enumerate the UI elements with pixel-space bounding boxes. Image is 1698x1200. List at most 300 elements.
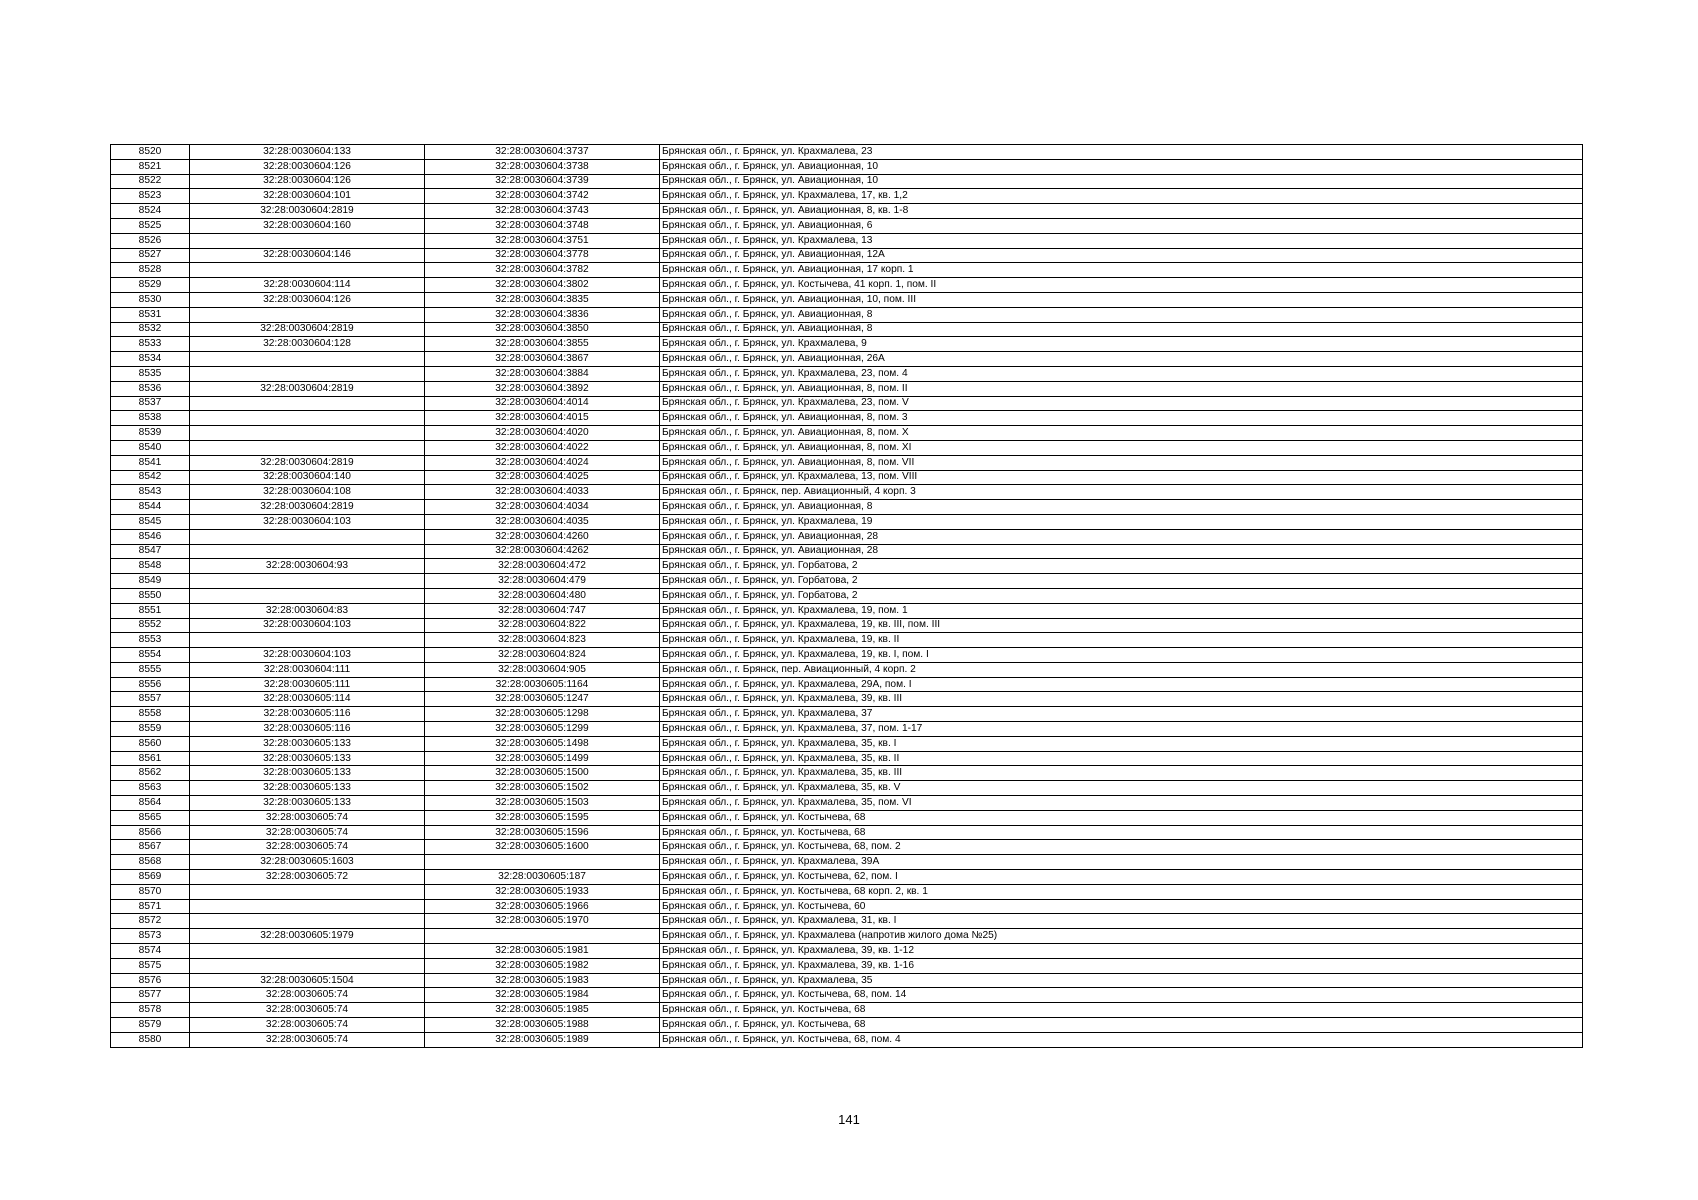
- parent-cadastral-number-cell: 32:28:0030604:128: [190, 337, 425, 352]
- row-number-cell: 8555: [111, 662, 190, 677]
- row-number-cell: 8537: [111, 396, 190, 411]
- table-row: [111, 426, 1583, 441]
- object-cadastral-number-cell: 32:28:0030604:4014: [425, 396, 660, 411]
- address-cell: Брянская обл., г. Брянск, ул. Крахмалева, 19, кв. I, пом. I: [660, 648, 1583, 663]
- row-number-cell: 8564: [111, 796, 190, 811]
- parent-cadastral-number-cell: [190, 588, 425, 603]
- row-number-cell: 8549: [111, 574, 190, 589]
- address-cell: Брянская обл., г. Брянск, ул. Авиационная, 8, пом. X: [660, 426, 1583, 441]
- parent-cadastral-number-cell: 32:28:0030605:111: [190, 677, 425, 692]
- table-row: [111, 174, 1583, 189]
- address-cell: Брянская обл., г. Брянск, ул. Крахмалева (напротив жилого дома №25): [660, 929, 1583, 944]
- table-row: [111, 825, 1583, 840]
- row-number-cell: 8558: [111, 707, 190, 722]
- address-cell: Брянская обл., г. Брянск, ул. Крахмалева, 31, кв. I: [660, 914, 1583, 929]
- object-cadastral-number-cell: 32:28:0030605:1989: [425, 1032, 660, 1047]
- table-row: [111, 189, 1583, 204]
- address-cell: Брянская обл., г. Брянск, ул. Авиационная, 8: [660, 307, 1583, 322]
- parent-cadastral-number-cell: 32:28:0030605:133: [190, 796, 425, 811]
- object-cadastral-number-cell: 32:28:0030605:1600: [425, 840, 660, 855]
- object-cadastral-number-cell: 32:28:0030605:1985: [425, 1003, 660, 1018]
- row-number-cell: 8570: [111, 884, 190, 899]
- parent-cadastral-number-cell: 32:28:0030605:133: [190, 781, 425, 796]
- address-cell: Брянская обл., г. Брянск, ул. Авиационная, 17 корп. 1: [660, 263, 1583, 278]
- address-cell: Брянская обл., г. Брянск, ул. Авиационная, 10: [660, 174, 1583, 189]
- address-cell: Брянская обл., г. Брянск, ул. Крахмалева, 9: [660, 337, 1583, 352]
- parent-cadastral-number-cell: [190, 307, 425, 322]
- row-number-cell: 8536: [111, 381, 190, 396]
- table-row: [111, 899, 1583, 914]
- row-number-cell: 8527: [111, 248, 190, 263]
- parent-cadastral-number-cell: [190, 529, 425, 544]
- address-cell: Брянская обл., г. Брянск, ул. Авиационная, 28: [660, 544, 1583, 559]
- object-cadastral-number-cell: [425, 855, 660, 870]
- object-cadastral-number-cell: 32:28:0030604:479: [425, 574, 660, 589]
- object-cadastral-number-cell: 32:28:0030605:1596: [425, 825, 660, 840]
- parent-cadastral-number-cell: 32:28:0030605:1979: [190, 929, 425, 944]
- table-row: [111, 278, 1583, 293]
- address-cell: Брянская обл., г. Брянск, ул. Авиационная, 10, пом. III: [660, 292, 1583, 307]
- table-row: [111, 618, 1583, 633]
- row-number-cell: 8547: [111, 544, 190, 559]
- table-row: [111, 870, 1583, 885]
- parent-cadastral-number-cell: 32:28:0030604:140: [190, 470, 425, 485]
- parent-cadastral-number-cell: 32:28:0030605:116: [190, 722, 425, 737]
- object-cadastral-number-cell: 32:28:0030604:3836: [425, 307, 660, 322]
- object-cadastral-number-cell: 32:28:0030605:1499: [425, 751, 660, 766]
- address-cell: Брянская обл., г. Брянск, ул. Авиационная, 8: [660, 500, 1583, 515]
- table-row: [111, 218, 1583, 233]
- object-cadastral-number-cell: 32:28:0030605:1503: [425, 796, 660, 811]
- object-cadastral-number-cell: 32:28:0030605:1982: [425, 958, 660, 973]
- row-number-cell: 8577: [111, 988, 190, 1003]
- row-number-cell: 8572: [111, 914, 190, 929]
- address-cell: Брянская обл., г. Брянск, ул. Авиационная, 12А: [660, 248, 1583, 263]
- parent-cadastral-number-cell: 32:28:0030604:126: [190, 292, 425, 307]
- object-cadastral-number-cell: 32:28:0030604:3782: [425, 263, 660, 278]
- address-cell: Брянская обл., г. Брянск, ул. Авиационная, 8, кв. 1-8: [660, 204, 1583, 219]
- parent-cadastral-number-cell: 32:28:0030605:74: [190, 988, 425, 1003]
- object-cadastral-number-cell: 32:28:0030605:1502: [425, 781, 660, 796]
- object-cadastral-number-cell: 32:28:0030604:3738: [425, 159, 660, 174]
- row-number-cell: 8578: [111, 1003, 190, 1018]
- address-cell: Брянская обл., г. Брянск, ул. Авиационная, 26А: [660, 352, 1583, 367]
- parent-cadastral-number-cell: [190, 366, 425, 381]
- address-cell: Брянская обл., г. Брянск, ул. Крахмалева, 23, пом. V: [660, 396, 1583, 411]
- parent-cadastral-number-cell: [190, 914, 425, 929]
- cadastral-register-table: [110, 144, 1583, 1048]
- object-cadastral-number-cell: 32:28:0030604:4020: [425, 426, 660, 441]
- parent-cadastral-number-cell: 32:28:0030605:74: [190, 810, 425, 825]
- row-number-cell: 8568: [111, 855, 190, 870]
- table-row: [111, 470, 1583, 485]
- object-cadastral-number-cell: 32:28:0030604:4022: [425, 440, 660, 455]
- parent-cadastral-number-cell: 32:28:0030604:108: [190, 485, 425, 500]
- object-cadastral-number-cell: 32:28:0030604:823: [425, 633, 660, 648]
- row-number-cell: 8557: [111, 692, 190, 707]
- table-row: [111, 514, 1583, 529]
- address-cell: Брянская обл., г. Брянск, ул. Крахмалева, 39, кв. 1-12: [660, 944, 1583, 959]
- object-cadastral-number-cell: [425, 929, 660, 944]
- row-number-cell: 8535: [111, 366, 190, 381]
- parent-cadastral-number-cell: [190, 426, 425, 441]
- row-number-cell: 8531: [111, 307, 190, 322]
- row-number-cell: 8532: [111, 322, 190, 337]
- parent-cadastral-number-cell: 32:28:0030604:2819: [190, 322, 425, 337]
- address-cell: Брянская обл., г. Брянск, ул. Авиационная, 8, пом. 3: [660, 411, 1583, 426]
- address-cell: Брянская обл., г. Брянск, ул. Костычева, 68: [660, 825, 1583, 840]
- address-cell: Брянская обл., г. Брянск, ул. Авиационная, 8: [660, 322, 1583, 337]
- object-cadastral-number-cell: 32:28:0030604:3751: [425, 233, 660, 248]
- row-number-cell: 8521: [111, 159, 190, 174]
- row-number-cell: 8538: [111, 411, 190, 426]
- parent-cadastral-number-cell: 32:28:0030604:111: [190, 662, 425, 677]
- parent-cadastral-number-cell: 32:28:0030604:101: [190, 189, 425, 204]
- address-cell: Брянская обл., г. Брянск, ул. Костычева, 62, пом. I: [660, 870, 1583, 885]
- parent-cadastral-number-cell: 32:28:0030604:103: [190, 514, 425, 529]
- row-number-cell: 8552: [111, 618, 190, 633]
- table-row: [111, 248, 1583, 263]
- object-cadastral-number-cell: 32:28:0030604:824: [425, 648, 660, 663]
- table-row: [111, 973, 1583, 988]
- row-number-cell: 8528: [111, 263, 190, 278]
- table-row: [111, 544, 1583, 559]
- parent-cadastral-number-cell: [190, 263, 425, 278]
- address-cell: Брянская обл., г. Брянск, ул. Авиационная, 8, пом. VII: [660, 455, 1583, 470]
- row-number-cell: 8574: [111, 944, 190, 959]
- address-cell: Брянская обл., г. Брянск, ул. Крахмалева, 35, пом. VI: [660, 796, 1583, 811]
- address-cell: Брянская обл., г. Брянск, ул. Крахмалева, 23, пом. 4: [660, 366, 1583, 381]
- row-number-cell: 8545: [111, 514, 190, 529]
- object-cadastral-number-cell: 32:28:0030604:4035: [425, 514, 660, 529]
- row-number-cell: 8541: [111, 455, 190, 470]
- object-cadastral-number-cell: 32:28:0030604:4024: [425, 455, 660, 470]
- address-cell: Брянская обл., г. Брянск, ул. Костычева, 68, пом. 4: [660, 1032, 1583, 1047]
- row-number-cell: 8559: [111, 722, 190, 737]
- parent-cadastral-number-cell: 32:28:0030605:114: [190, 692, 425, 707]
- parent-cadastral-number-cell: [190, 352, 425, 367]
- object-cadastral-number-cell: 32:28:0030604:4033: [425, 485, 660, 500]
- address-cell: Брянская обл., г. Брянск, ул. Авиационная, 8, пом. II: [660, 381, 1583, 396]
- address-cell: Брянская обл., г. Брянск, ул. Крахмалева, 39А: [660, 855, 1583, 870]
- object-cadastral-number-cell: 32:28:0030604:905: [425, 662, 660, 677]
- object-cadastral-number-cell: 32:28:0030605:1298: [425, 707, 660, 722]
- parent-cadastral-number-cell: [190, 633, 425, 648]
- table-row: [111, 1003, 1583, 1018]
- address-cell: Брянская обл., г. Брянск, ул. Крахмалева, 17, кв. 1,2: [660, 189, 1583, 204]
- table-row: [111, 722, 1583, 737]
- row-number-cell: 8553: [111, 633, 190, 648]
- object-cadastral-number-cell: 32:28:0030605:1500: [425, 766, 660, 781]
- table-row: [111, 500, 1583, 515]
- parent-cadastral-number-cell: 32:28:0030605:1603: [190, 855, 425, 870]
- parent-cadastral-number-cell: 32:28:0030604:160: [190, 218, 425, 233]
- row-number-cell: 8571: [111, 899, 190, 914]
- row-number-cell: 8554: [111, 648, 190, 663]
- table-row: [111, 648, 1583, 663]
- address-cell: Брянская обл., г. Брянск, пер. Авиационный, 4 корп. 3: [660, 485, 1583, 500]
- address-cell: Брянская обл., г. Брянск, ул. Костычева, 68: [660, 1018, 1583, 1033]
- address-cell: Брянская обл., г. Брянск, ул. Крахмалева, 19, кв. II: [660, 633, 1583, 648]
- table-row: [111, 988, 1583, 1003]
- table-row: [111, 692, 1583, 707]
- parent-cadastral-number-cell: 32:28:0030605:74: [190, 1003, 425, 1018]
- row-number-cell: 8525: [111, 218, 190, 233]
- address-cell: Брянская обл., г. Брянск, ул. Крахмалева, 37: [660, 707, 1583, 722]
- table-row: [111, 337, 1583, 352]
- table-row: [111, 352, 1583, 367]
- object-cadastral-number-cell: 32:28:0030604:472: [425, 559, 660, 574]
- row-number-cell: 8520: [111, 145, 190, 160]
- object-cadastral-number-cell: 32:28:0030605:1595: [425, 810, 660, 825]
- page-number: 141: [838, 1112, 860, 1127]
- row-number-cell: 8563: [111, 781, 190, 796]
- table-row: [111, 810, 1583, 825]
- address-cell: Брянская обл., г. Брянск, ул. Костычева, 68, пом. 2: [660, 840, 1583, 855]
- row-number-cell: 8540: [111, 440, 190, 455]
- address-cell: Брянская обл., г. Брянск, ул. Крахмалева, 35, кв. II: [660, 751, 1583, 766]
- object-cadastral-number-cell: 32:28:0030604:3802: [425, 278, 660, 293]
- table-row: [111, 307, 1583, 322]
- table-row: [111, 677, 1583, 692]
- object-cadastral-number-cell: 32:28:0030604:3884: [425, 366, 660, 381]
- table-row: [111, 884, 1583, 899]
- parent-cadastral-number-cell: 32:28:0030604:2819: [190, 381, 425, 396]
- object-cadastral-number-cell: 32:28:0030604:4260: [425, 529, 660, 544]
- address-cell: Брянская обл., г. Брянск, ул. Крахмалева, 19, кв. III, пом. III: [660, 618, 1583, 633]
- row-number-cell: 8543: [111, 485, 190, 500]
- table-row: [111, 455, 1583, 470]
- address-cell: Брянская обл., г. Брянск, ул. Горбатова, 2: [660, 574, 1583, 589]
- table-row: [111, 1032, 1583, 1047]
- parent-cadastral-number-cell: 32:28:0030604:133: [190, 145, 425, 160]
- table-row: [111, 929, 1583, 944]
- table-row: [111, 159, 1583, 174]
- address-cell: Брянская обл., г. Брянск, ул. Крахмалева, 35, кв. V: [660, 781, 1583, 796]
- table-row: [111, 914, 1583, 929]
- parent-cadastral-number-cell: 32:28:0030605:74: [190, 825, 425, 840]
- object-cadastral-number-cell: 32:28:0030604:822: [425, 618, 660, 633]
- row-number-cell: 8576: [111, 973, 190, 988]
- table-row: [111, 588, 1583, 603]
- parent-cadastral-number-cell: 32:28:0030604:2819: [190, 204, 425, 219]
- object-cadastral-number-cell: 32:28:0030604:3743: [425, 204, 660, 219]
- table-row: [111, 603, 1583, 618]
- parent-cadastral-number-cell: [190, 440, 425, 455]
- table-row: [111, 204, 1583, 219]
- address-cell: Брянская обл., г. Брянск, ул. Крахмалева, 37, пом. 1-17: [660, 722, 1583, 737]
- table-row: [111, 944, 1583, 959]
- parent-cadastral-number-cell: 32:28:0030604:83: [190, 603, 425, 618]
- parent-cadastral-number-cell: 32:28:0030604:103: [190, 648, 425, 663]
- row-number-cell: 8530: [111, 292, 190, 307]
- address-cell: Брянская обл., г. Брянск, пер. Авиационный, 4 корп. 2: [660, 662, 1583, 677]
- parent-cadastral-number-cell: 32:28:0030604:146: [190, 248, 425, 263]
- object-cadastral-number-cell: 32:28:0030604:3850: [425, 322, 660, 337]
- object-cadastral-number-cell: 32:28:0030604:3737: [425, 145, 660, 160]
- object-cadastral-number-cell: 32:28:0030604:3778: [425, 248, 660, 263]
- object-cadastral-number-cell: 32:28:0030605:1247: [425, 692, 660, 707]
- parent-cadastral-number-cell: 32:28:0030604:93: [190, 559, 425, 574]
- table-row: [111, 751, 1583, 766]
- parent-cadastral-number-cell: 32:28:0030605:74: [190, 1018, 425, 1033]
- object-cadastral-number-cell: 32:28:0030605:1984: [425, 988, 660, 1003]
- row-number-cell: 8534: [111, 352, 190, 367]
- object-cadastral-number-cell: 32:28:0030604:3855: [425, 337, 660, 352]
- object-cadastral-number-cell: 32:28:0030604:3892: [425, 381, 660, 396]
- row-number-cell: 8533: [111, 337, 190, 352]
- object-cadastral-number-cell: 32:28:0030604:3748: [425, 218, 660, 233]
- row-number-cell: 8551: [111, 603, 190, 618]
- address-cell: Брянская обл., г. Брянск, ул. Костычева, 68 корп. 2, кв. 1: [660, 884, 1583, 899]
- row-number-cell: 8529: [111, 278, 190, 293]
- table-row: [111, 263, 1583, 278]
- address-cell: Брянская обл., г. Брянск, ул. Крахмалева, 35: [660, 973, 1583, 988]
- object-cadastral-number-cell: 32:28:0030605:1299: [425, 722, 660, 737]
- address-cell: Брянская обл., г. Брянск, ул. Крахмалева, 13: [660, 233, 1583, 248]
- table-row: [111, 292, 1583, 307]
- object-cadastral-number-cell: 32:28:0030605:1966: [425, 899, 660, 914]
- object-cadastral-number-cell: 32:28:0030604:3835: [425, 292, 660, 307]
- table-row: [111, 366, 1583, 381]
- row-number-cell: 8550: [111, 588, 190, 603]
- parent-cadastral-number-cell: [190, 411, 425, 426]
- table-row: [111, 707, 1583, 722]
- table-row: [111, 766, 1583, 781]
- table-row: [111, 145, 1583, 160]
- row-number-cell: 8523: [111, 189, 190, 204]
- row-number-cell: 8565: [111, 810, 190, 825]
- address-cell: Брянская обл., г. Брянск, ул. Костычева, 60: [660, 899, 1583, 914]
- address-cell: Брянская обл., г. Брянск, ул. Горбатова, 2: [660, 559, 1583, 574]
- table-row: [111, 233, 1583, 248]
- table-row: [111, 574, 1583, 589]
- object-cadastral-number-cell: 32:28:0030605:1164: [425, 677, 660, 692]
- address-cell: Брянская обл., г. Брянск, ул. Крахмалева, 23: [660, 145, 1583, 160]
- parent-cadastral-number-cell: [190, 884, 425, 899]
- table-row: [111, 322, 1583, 337]
- parent-cadastral-number-cell: 32:28:0030605:133: [190, 751, 425, 766]
- table-row: [111, 381, 1583, 396]
- object-cadastral-number-cell: 32:28:0030605:1498: [425, 736, 660, 751]
- object-cadastral-number-cell: 32:28:0030604:747: [425, 603, 660, 618]
- object-cadastral-number-cell: 32:28:0030604:3739: [425, 174, 660, 189]
- address-cell: Брянская обл., г. Брянск, ул. Крахмалева, 35, кв. III: [660, 766, 1583, 781]
- row-number-cell: 8524: [111, 204, 190, 219]
- table-row: [111, 396, 1583, 411]
- object-cadastral-number-cell: 32:28:0030604:4262: [425, 544, 660, 559]
- row-number-cell: 8562: [111, 766, 190, 781]
- table-row: [111, 440, 1583, 455]
- object-cadastral-number-cell: 32:28:0030605:1981: [425, 944, 660, 959]
- address-cell: Брянская обл., г. Брянск, ул. Горбатова, 2: [660, 588, 1583, 603]
- object-cadastral-number-cell: 32:28:0030605:1970: [425, 914, 660, 929]
- parent-cadastral-number-cell: 32:28:0030605:74: [190, 840, 425, 855]
- table-row: [111, 485, 1583, 500]
- parent-cadastral-number-cell: 32:28:0030604:126: [190, 159, 425, 174]
- address-cell: Брянская обл., г. Брянск, ул. Крахмалева, 29А, пом. I: [660, 677, 1583, 692]
- parent-cadastral-number-cell: [190, 944, 425, 959]
- table-row: [111, 736, 1583, 751]
- object-cadastral-number-cell: 32:28:0030605:1933: [425, 884, 660, 899]
- table-row: [111, 1018, 1583, 1033]
- parent-cadastral-number-cell: 32:28:0030605:1504: [190, 973, 425, 988]
- table-row: [111, 411, 1583, 426]
- address-cell: Брянская обл., г. Брянск, ул. Авиационная, 10: [660, 159, 1583, 174]
- parent-cadastral-number-cell: 32:28:0030604:103: [190, 618, 425, 633]
- row-number-cell: 8548: [111, 559, 190, 574]
- parent-cadastral-number-cell: [190, 544, 425, 559]
- object-cadastral-number-cell: 32:28:0030604:4025: [425, 470, 660, 485]
- address-cell: Брянская обл., г. Брянск, ул. Авиационная, 28: [660, 529, 1583, 544]
- parent-cadastral-number-cell: 32:28:0030605:116: [190, 707, 425, 722]
- address-cell: Брянская обл., г. Брянск, ул. Авиационная, 8, пом. XI: [660, 440, 1583, 455]
- row-number-cell: 8544: [111, 500, 190, 515]
- table-row: [111, 559, 1583, 574]
- address-cell: Брянская обл., г. Брянск, ул. Крахмалева, 35, кв. I: [660, 736, 1583, 751]
- object-cadastral-number-cell: 32:28:0030605:187: [425, 870, 660, 885]
- address-cell: Брянская обл., г. Брянск, ул. Крахмалева, 13, пом. VIII: [660, 470, 1583, 485]
- row-number-cell: 8575: [111, 958, 190, 973]
- parent-cadastral-number-cell: 32:28:0030604:114: [190, 278, 425, 293]
- row-number-cell: 8556: [111, 677, 190, 692]
- row-number-cell: 8560: [111, 736, 190, 751]
- object-cadastral-number-cell: 32:28:0030604:4015: [425, 411, 660, 426]
- row-number-cell: 8539: [111, 426, 190, 441]
- row-number-cell: 8580: [111, 1032, 190, 1047]
- parent-cadastral-number-cell: [190, 396, 425, 411]
- address-cell: Брянская обл., г. Брянск, ул. Костычева, 68: [660, 1003, 1583, 1018]
- table-row: [111, 662, 1583, 677]
- parent-cadastral-number-cell: [190, 958, 425, 973]
- table-row: [111, 958, 1583, 973]
- parent-cadastral-number-cell: 32:28:0030605:72: [190, 870, 425, 885]
- object-cadastral-number-cell: 32:28:0030604:4034: [425, 500, 660, 515]
- parent-cadastral-number-cell: 32:28:0030605:133: [190, 766, 425, 781]
- object-cadastral-number-cell: 32:28:0030605:1983: [425, 973, 660, 988]
- row-number-cell: 8546: [111, 529, 190, 544]
- parent-cadastral-number-cell: [190, 574, 425, 589]
- row-number-cell: 8569: [111, 870, 190, 885]
- register-table-body: [111, 145, 1583, 1048]
- row-number-cell: 8567: [111, 840, 190, 855]
- address-cell: Брянская обл., г. Брянск, ул. Крахмалева, 19, пом. 1: [660, 603, 1583, 618]
- parent-cadastral-number-cell: 32:28:0030604:126: [190, 174, 425, 189]
- row-number-cell: 8573: [111, 929, 190, 944]
- parent-cadastral-number-cell: 32:28:0030605:74: [190, 1032, 425, 1047]
- object-cadastral-number-cell: 32:28:0030605:1988: [425, 1018, 660, 1033]
- address-cell: Брянская обл., г. Брянск, ул. Крахмалева, 39, кв. III: [660, 692, 1583, 707]
- row-number-cell: 8566: [111, 825, 190, 840]
- table-row: [111, 796, 1583, 811]
- parent-cadastral-number-cell: [190, 899, 425, 914]
- row-number-cell: 8561: [111, 751, 190, 766]
- parent-cadastral-number-cell: 32:28:0030604:2819: [190, 500, 425, 515]
- object-cadastral-number-cell: 32:28:0030604:3867: [425, 352, 660, 367]
- table-row: [111, 633, 1583, 648]
- table-row: [111, 781, 1583, 796]
- row-number-cell: 8542: [111, 470, 190, 485]
- row-number-cell: 8526: [111, 233, 190, 248]
- table-row: [111, 840, 1583, 855]
- table-row: [111, 529, 1583, 544]
- address-cell: Брянская обл., г. Брянск, ул. Авиационная, 6: [660, 218, 1583, 233]
- address-cell: Брянская обл., г. Брянск, ул. Костычева, 68: [660, 810, 1583, 825]
- address-cell: Брянская обл., г. Брянск, ул. Крахмалева, 39, кв. 1-16: [660, 958, 1583, 973]
- object-cadastral-number-cell: 32:28:0030604:480: [425, 588, 660, 603]
- parent-cadastral-number-cell: 32:28:0030604:2819: [190, 455, 425, 470]
- address-cell: Брянская обл., г. Брянск, ул. Костычева, 68, пом. 14: [660, 988, 1583, 1003]
